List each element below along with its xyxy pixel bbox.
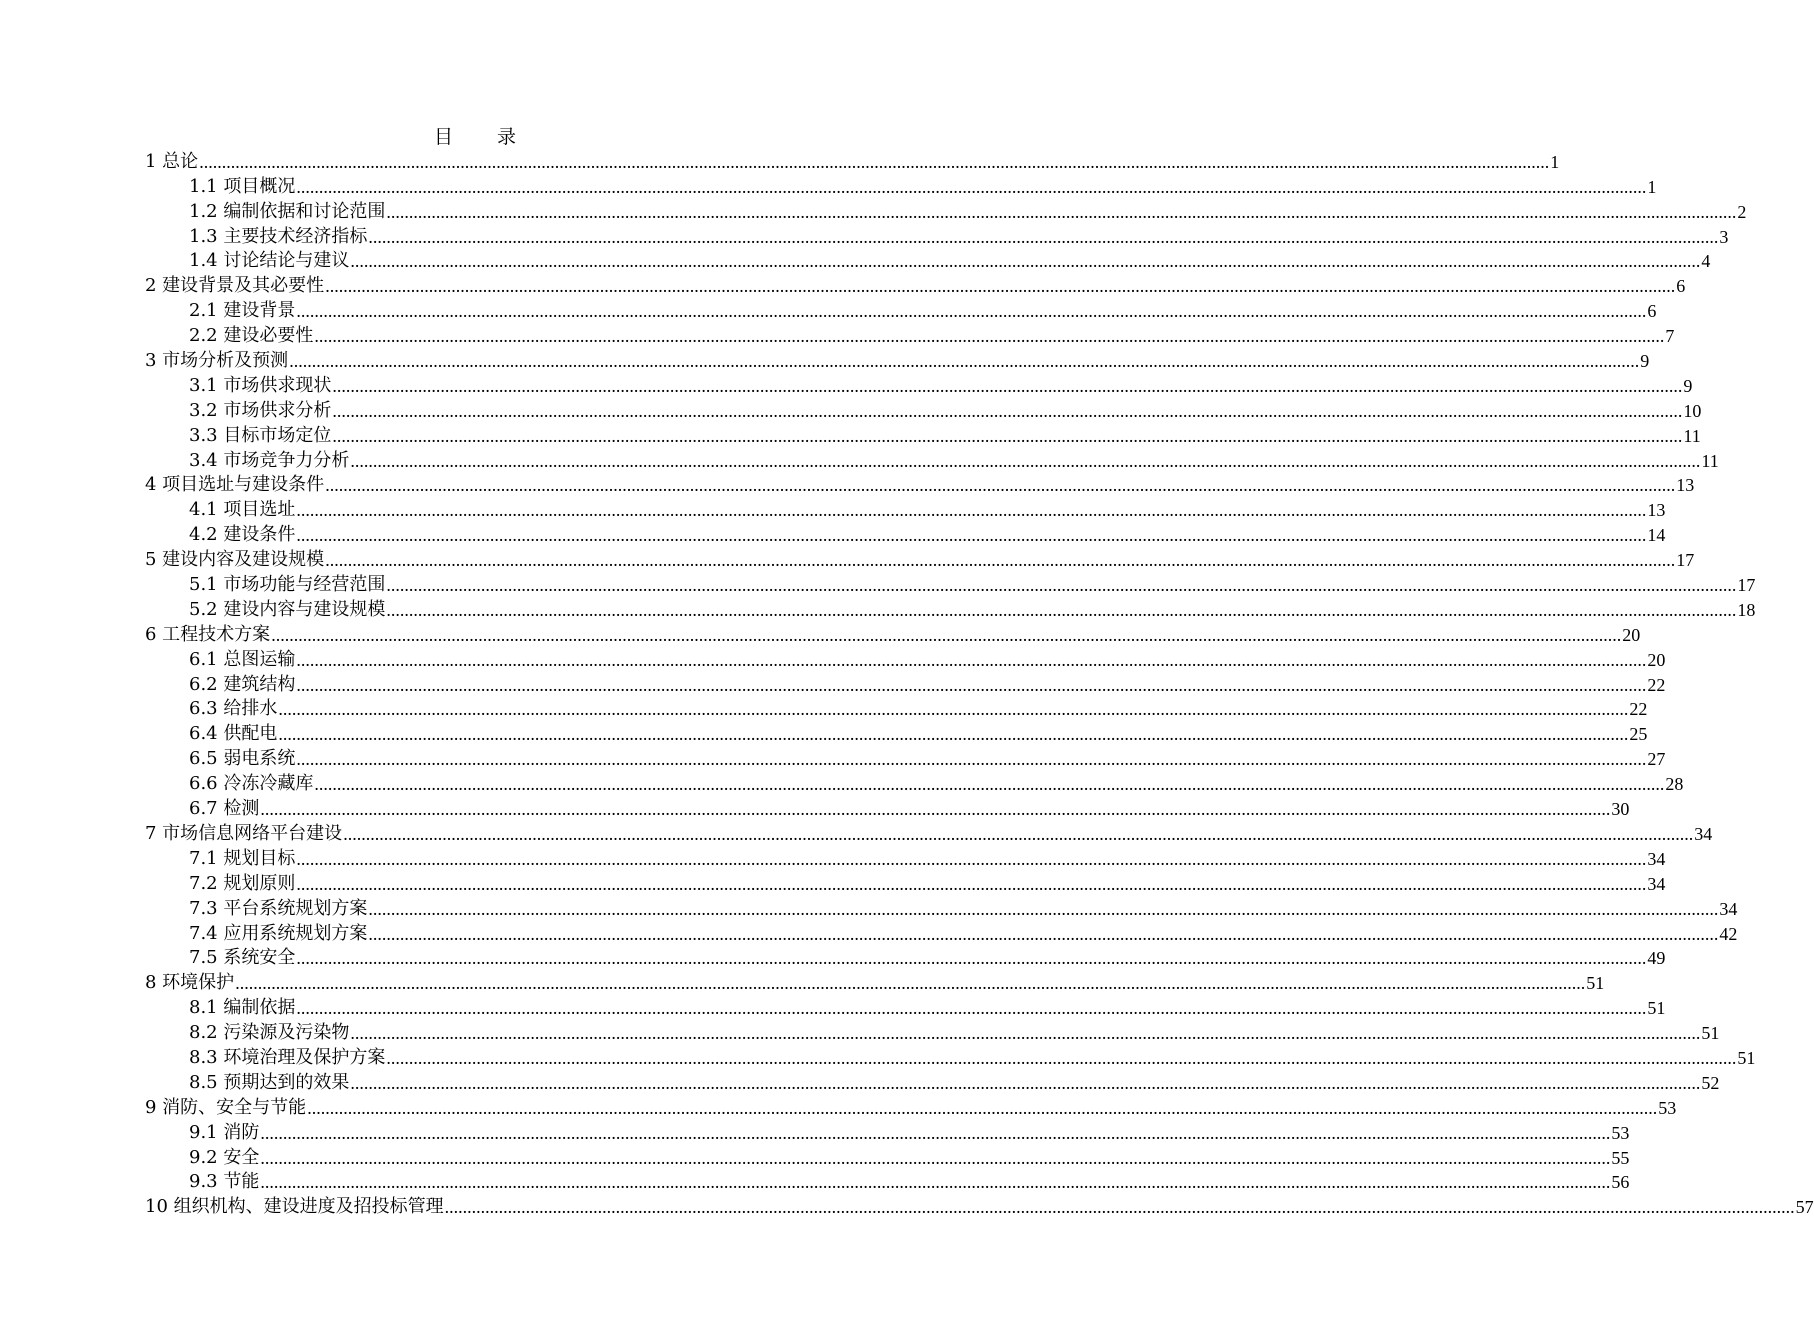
toc-entry-label: 9.1 消防 <box>189 1121 260 1143</box>
toc-dot-leader: ............................................................................................................................................................................................................................................................................................................ <box>296 176 1647 197</box>
toc-section-entry[interactable] <box>145 423 1701 448</box>
toc-dot-leader: ............................................................................................................................................................................................................................................................................................................ <box>386 1047 1737 1068</box>
toc-entry-label: 6.5 弱电系统 <box>189 748 296 770</box>
toc-entry-label: 1.4 讨论结论与建议 <box>189 250 350 272</box>
toc-entry-label: 1.1 项目概况 <box>189 175 296 197</box>
toc-dot-leader: ............................................................................................................................................................................................................................................................................................................ <box>199 151 1550 172</box>
toc-chapter-entry[interactable] <box>145 1194 1814 1219</box>
toc-dot-leader: ............................................................................................................................................................................................................................................................................................................ <box>296 301 1647 322</box>
toc-dot-leader: ............................................................................................................................................................................................................................................................................................................ <box>296 873 1647 894</box>
toc-entry-page-number: 51 <box>1647 998 1666 1019</box>
toc-dot-leader: ............................................................................................................................................................................................................................................................................................................ <box>368 226 1719 247</box>
toc-entry-page-number: 51 <box>1737 1047 1756 1068</box>
toc-entry-label: 2.2 建设必要性 <box>189 325 314 347</box>
toc-entry-label: 7.5 系统安全 <box>189 947 296 969</box>
toc-entry-label: 2 建设背景及其必要性 <box>145 275 325 297</box>
toc-entry-page-number: 30 <box>1611 799 1630 820</box>
toc-section-entry[interactable] <box>145 721 1648 746</box>
toc-entry-label: 5 建设内容及建设规模 <box>145 549 325 571</box>
toc-entry-page-number: 9 <box>1640 351 1650 372</box>
toc-entry-page-number: 2 <box>1737 201 1747 222</box>
toc-section-entry[interactable] <box>145 796 1630 821</box>
toc-section-entry[interactable] <box>145 497 1666 522</box>
toc-entry-label: 4 项目选址与建设条件 <box>145 474 325 496</box>
toc-dot-leader: ............................................................................................................................................................................................................................................................................................................ <box>314 326 1665 347</box>
toc-section-entry[interactable] <box>145 995 1666 1020</box>
toc-dot-leader: ............................................................................................................................................................................................................................................................................................................ <box>271 624 1622 645</box>
toc-section-entry[interactable] <box>145 323 1675 348</box>
toc-dot-leader: ............................................................................................................................................................................................................................................................................................................ <box>296 948 1647 969</box>
toc-entry-label: 6 工程技术方案 <box>145 623 271 645</box>
toc-title <box>0 122 950 152</box>
toc-section-entry[interactable] <box>145 1045 1756 1070</box>
toc-chapter-entry[interactable] <box>145 273 1686 298</box>
toc-section-entry[interactable] <box>145 522 1666 547</box>
toc-section-entry[interactable] <box>145 174 1657 199</box>
toc-entry-page-number: 13 <box>1647 500 1666 521</box>
toc-entry-page-number: 6 <box>1647 301 1657 322</box>
toc-chapter-entry[interactable] <box>145 473 1695 498</box>
toc-dot-leader: ............................................................................................................................................................................................................................................................................................................ <box>260 799 1611 820</box>
toc-dot-leader: ............................................................................................................................................................................................................................................................................................................ <box>350 450 1701 471</box>
toc-dot-leader: ............................................................................................................................................................................................................................................................................................................ <box>368 923 1719 944</box>
toc-dot-leader: ............................................................................................................................................................................................................................................................................................................ <box>332 400 1683 421</box>
toc-chapter-entry[interactable] <box>145 821 1713 846</box>
toc-entry-label: 7.2 规划原则 <box>189 872 296 894</box>
toc-entry-label: 3.2 市场供求分析 <box>189 399 332 421</box>
toc-section-entry[interactable] <box>145 697 1648 722</box>
toc-dot-leader: ............................................................................................................................................................................................................................................................................................................ <box>350 251 1701 272</box>
toc-entry-label: 8.3 环境治理及保护方案 <box>189 1046 386 1068</box>
toc-dot-leader: ............................................................................................................................................................................................................................................................................................................ <box>296 674 1647 695</box>
toc-entry-page-number: 11 <box>1701 450 1719 471</box>
toc-chapter-entry[interactable] <box>145 1095 1677 1120</box>
toc-entry-page-number: 20 <box>1622 624 1641 645</box>
toc-dot-leader: ............................................................................................................................................................................................................................................................................................................ <box>332 425 1683 446</box>
toc-section-entry[interactable] <box>145 448 1719 473</box>
toc-section-entry[interactable] <box>145 672 1666 697</box>
toc-dot-leader: ............................................................................................................................................................................................................................................................................................................ <box>296 525 1647 546</box>
toc-entry-label: 8.5 预期达到的效果 <box>189 1071 350 1093</box>
toc-entry-label: 3.3 目标市场定位 <box>189 424 332 446</box>
toc-section-entry[interactable] <box>145 398 1702 423</box>
toc-chapter-entry[interactable] <box>145 622 1641 647</box>
toc-entry-page-number: 22 <box>1629 699 1648 720</box>
toc-entry-page-number: 34 <box>1647 873 1666 894</box>
toc-dot-leader: ............................................................................................................................................................................................................................................................................................................ <box>314 774 1665 795</box>
toc-dot-leader: ............................................................................................................................................................................................................................................................................................................ <box>296 998 1647 1019</box>
toc-chapter-entry[interactable] <box>145 970 1605 995</box>
toc-dot-leader: ............................................................................................................................................................................................................................................................................................................ <box>296 500 1647 521</box>
toc-entry-page-number: 51 <box>1701 1023 1720 1044</box>
toc-entry-label: 1.3 主要技术经济指标 <box>189 225 368 247</box>
toc-dot-leader: ............................................................................................................................................................................................................................................................................................................ <box>325 276 1676 297</box>
toc-dot-leader: ............................................................................................................................................................................................................................................................................................................ <box>350 1023 1701 1044</box>
toc-section-entry[interactable] <box>145 298 1657 323</box>
toc-entry-label: 4.2 建设条件 <box>189 524 296 546</box>
toc-entry-label: 6.2 建筑结构 <box>189 673 296 695</box>
toc-section-entry[interactable] <box>145 572 1756 597</box>
toc-entry-label: 3 市场分析及预测 <box>145 350 289 372</box>
toc-entry-label: 9.3 节能 <box>189 1171 260 1193</box>
toc-section-entry[interactable] <box>145 846 1666 871</box>
toc-entry-label: 5.2 建设内容与建设规模 <box>189 598 386 620</box>
toc-dot-leader: ............................................................................................................................................................................................................................................................................................................ <box>278 699 1629 720</box>
toc-entry-label: 3.1 市场供求现状 <box>189 374 332 396</box>
toc-entry-label: 8 环境保护 <box>145 972 235 994</box>
toc-section-entry[interactable] <box>145 871 1666 896</box>
toc-section-entry[interactable] <box>145 771 1684 796</box>
toc-dot-leader: ............................................................................................................................................................................................................................................................................................................ <box>260 1147 1611 1168</box>
toc-dot-leader: ............................................................................................................................................................................................................................................................................................................ <box>332 375 1683 396</box>
toc-entry-label: 7 市场信息网络平台建设 <box>145 822 343 844</box>
toc-dot-leader: ............................................................................................................................................................................................................................................................................................................ <box>350 1072 1701 1093</box>
toc-dot-leader: ............................................................................................................................................................................................................................................................................................................ <box>296 749 1647 770</box>
toc-dot-leader: ............................................................................................................................................................................................................................................................................................................ <box>296 649 1647 670</box>
toc-section-entry[interactable] <box>145 921 1738 946</box>
toc-entry-label: 1.2 编制依据和讨论范围 <box>189 200 386 222</box>
toc-dot-leader: ............................................................................................................................................................................................................................................................................................................ <box>278 724 1629 745</box>
toc-entry-page-number: 1 <box>1550 151 1560 172</box>
toc-entry-page-number: 25 <box>1629 724 1648 745</box>
toc-entry-page-number: 1 <box>1647 176 1657 197</box>
toc-dot-leader: ............................................................................................................................................................................................................................................................................................................ <box>386 201 1737 222</box>
toc-entry-page-number: 17 <box>1676 550 1695 571</box>
toc-entry-page-number: 34 <box>1694 823 1713 844</box>
toc-dot-leader: ............................................................................................................................................................................................................................................................................................................ <box>386 575 1737 596</box>
toc-section-entry[interactable] <box>145 946 1666 971</box>
toc-dot-leader: ............................................................................................................................................................................................................................................................................................................ <box>368 898 1719 919</box>
toc-entry-label: 6.6 冷冻冷藏库 <box>189 773 314 795</box>
toc-section-entry[interactable] <box>145 1120 1630 1145</box>
toc-entry-label: 8.1 编制依据 <box>189 997 296 1019</box>
toc-section-entry[interactable] <box>145 1020 1720 1045</box>
toc-entry-label: 9.2 安全 <box>189 1146 260 1168</box>
toc-entry-label: 7.4 应用系统规划方案 <box>189 922 368 944</box>
toc-section-entry[interactable] <box>145 224 1729 249</box>
toc-entry-label: 6.4 供配电 <box>189 723 278 745</box>
toc-section-entry[interactable] <box>145 373 1693 398</box>
toc-section-entry[interactable] <box>145 896 1738 921</box>
toc-entry-page-number: 57 <box>1795 1197 1814 1218</box>
toc-title-left: 目 <box>433 126 453 148</box>
toc-entry-page-number: 55 <box>1611 1147 1630 1168</box>
toc-entry-page-number: 42 <box>1719 923 1738 944</box>
toc-chapter-entry[interactable] <box>145 149 1560 174</box>
toc-chapter-entry[interactable] <box>145 547 1695 572</box>
toc-entry-page-number: 4 <box>1701 251 1711 272</box>
toc-dot-leader: ............................................................................................................................................................................................................................................................................................................ <box>386 599 1737 620</box>
toc-entry-label: 5.1 市场功能与经营范围 <box>189 574 386 596</box>
toc-section-entry[interactable] <box>145 249 1711 274</box>
toc-dot-leader: ............................................................................................................................................................................................................................................................................................................ <box>444 1197 1795 1218</box>
toc-dot-leader: ............................................................................................................................................................................................................................................................................................................ <box>260 1172 1611 1193</box>
toc-entry-label: 8.2 污染源及污染物 <box>189 1022 350 1044</box>
toc-entry-page-number: 52 <box>1701 1072 1720 1093</box>
toc-section-entry[interactable] <box>145 1145 1630 1170</box>
toc-dot-leader: ............................................................................................................................................................................................................................................................................................................ <box>296 848 1647 869</box>
toc-entry-page-number: 13 <box>1676 475 1695 496</box>
toc-entry-page-number: 10 <box>1683 400 1702 421</box>
toc-section-entry[interactable] <box>145 746 1666 771</box>
toc-entry-page-number: 56 <box>1611 1172 1630 1193</box>
toc-entry-page-number: 9 <box>1683 375 1693 396</box>
toc-entry-page-number: 6 <box>1676 276 1686 297</box>
toc-section-entry[interactable] <box>145 1070 1720 1095</box>
toc-dot-leader: ............................................................................................................................................................................................................................................................................................................ <box>235 973 1586 994</box>
toc-entry-label: 6.7 检测 <box>189 798 260 820</box>
toc-entry-page-number: 14 <box>1647 525 1666 546</box>
toc-entry-page-number: 51 <box>1586 973 1605 994</box>
toc-entry-page-number: 53 <box>1658 1097 1677 1118</box>
toc-entry-page-number: 34 <box>1647 848 1666 869</box>
toc-list <box>145 149 1814 1219</box>
toc-entry-page-number: 27 <box>1647 749 1666 770</box>
toc-entry-page-number: 53 <box>1611 1122 1630 1143</box>
toc-section-entry[interactable] <box>145 597 1756 622</box>
toc-dot-leader: ............................................................................................................................................................................................................................................................................................................ <box>260 1122 1611 1143</box>
toc-entry-label: 7.3 平台系统规划方案 <box>189 897 368 919</box>
toc-entry-label: 6.1 总图运输 <box>189 648 296 670</box>
toc-entry-page-number: 28 <box>1665 774 1684 795</box>
toc-entry-page-number: 7 <box>1665 326 1675 347</box>
toc-entry-label: 7.1 规划目标 <box>189 847 296 869</box>
toc-dot-leader: ............................................................................................................................................................................................................................................................................................................ <box>325 475 1676 496</box>
toc-entry-label: 3.4 市场竞争力分析 <box>189 449 350 471</box>
toc-entry-label: 6.3 给排水 <box>189 698 278 720</box>
toc-entry-label: 2.1 建设背景 <box>189 300 296 322</box>
toc-dot-leader: ............................................................................................................................................................................................................................................................................................................ <box>307 1097 1658 1118</box>
toc-entry-page-number: 49 <box>1647 948 1666 969</box>
toc-dot-leader: ............................................................................................................................................................................................................................................................................................................ <box>289 351 1640 372</box>
toc-section-entry[interactable] <box>145 1170 1630 1195</box>
toc-dot-leader: ............................................................................................................................................................................................................................................................................................................ <box>343 823 1694 844</box>
toc-entry-label: 4.1 项目选址 <box>189 499 296 521</box>
toc-entry-page-number: 18 <box>1737 599 1756 620</box>
toc-title-right: 录 <box>497 126 517 148</box>
toc-entry-page-number: 17 <box>1737 575 1756 596</box>
toc-entry-page-number: 20 <box>1647 649 1666 670</box>
toc-section-entry[interactable] <box>145 647 1666 672</box>
toc-entry-page-number: 3 <box>1719 226 1729 247</box>
toc-entry-label: 10 组织机构、建设进度及招投标管理 <box>145 1196 444 1218</box>
toc-section-entry[interactable] <box>145 199 1747 224</box>
toc-entry-label: 9 消防、安全与节能 <box>145 1096 307 1118</box>
toc-entry-page-number: 11 <box>1683 425 1701 446</box>
toc-chapter-entry[interactable] <box>145 348 1650 373</box>
toc-entry-label: 1 总论 <box>145 150 199 172</box>
toc-entry-page-number: 22 <box>1647 674 1666 695</box>
toc-dot-leader: ............................................................................................................................................................................................................................................................................................................ <box>325 550 1676 571</box>
toc-entry-page-number: 34 <box>1719 898 1738 919</box>
